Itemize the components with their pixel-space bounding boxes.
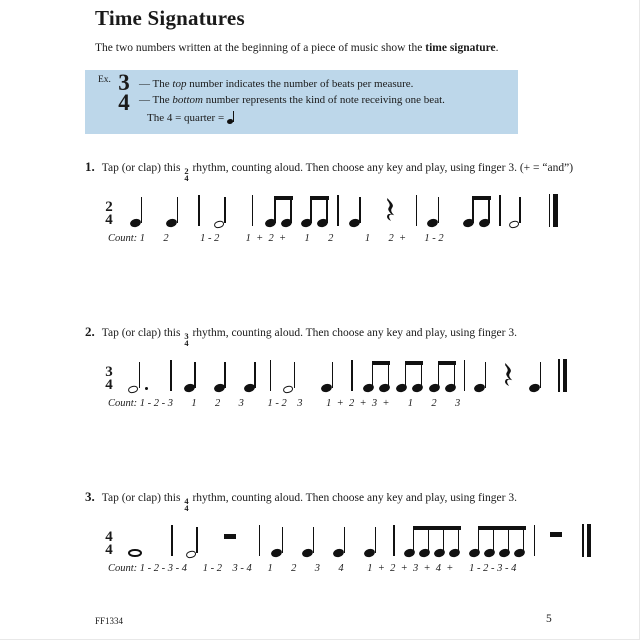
quarter-note [427,193,439,227]
page-number: 5 [546,613,552,625]
beamed-eighth-pair [265,193,293,227]
quarter-note [474,358,486,392]
count-values: 1 2 1 - 2 1 + 2 + 1 2 1 2 + 1 - 2 [139,233,444,244]
exercise-number: 2. [85,324,95,339]
bar-line [351,360,353,391]
instruction-post: rhythm, counting aloud. Then choose any key and play, using finger 3. [189,492,517,504]
instruction-pre: Tap (or clap) this [101,327,184,339]
catalog-number: FF1334 [95,616,124,626]
quarter-note [130,193,142,227]
count-values: 1 - 2 - 3 1 2 3 1 - 2 3 1 + 2 + 3 + 1 2 3 [139,398,461,409]
bar-line [393,525,395,556]
quarter-note [333,523,345,557]
exercise-1-heading [85,159,573,182]
intro-pre: The two numbers written at the beginning of a piece of music show the [95,42,426,54]
beamed-eighth-group [469,523,527,557]
rhythm-line-1 [100,191,558,227]
count-line-1 [108,233,444,244]
whole-rest [550,523,563,557]
quarter-note [302,523,314,557]
example-sig-top: 3 [118,70,130,95]
quarter-note [244,358,256,392]
rhythm-line-2 [100,356,567,392]
exercise-2-heading [85,324,517,347]
bar-line [259,525,261,556]
half-note [509,193,521,227]
bar-line [337,195,339,226]
quarter-note [271,523,283,557]
time-signature: 4 4 [105,529,113,558]
bar-line [252,195,254,226]
sig-top: 2 [184,166,189,176]
quarter-rest [385,198,396,223]
whole-note [128,523,143,557]
beamed-eighth-pair [396,358,424,392]
count-line-2 [108,398,460,409]
quarter-note [349,193,361,227]
dotted-half-note [128,358,144,392]
half-note [186,523,198,557]
half-note [214,193,226,227]
instruction-pre: Tap (or clap) this [101,162,184,174]
final-bar-line [549,194,558,227]
example-line-2 [139,94,445,106]
line3-pre: The 4 = quarter = [147,112,227,124]
example-label: Ex. [98,75,111,85]
line2-pre: — The [139,94,173,106]
example-sig-bottom: 4 [118,90,130,115]
exercise-number: 1. [85,159,95,174]
count-label: Count: [108,563,140,574]
instruction-pre: Tap (or clap) this [101,492,184,504]
quarter-note [529,358,541,392]
line1-italic: top [172,78,187,90]
final-bar-line [558,359,567,392]
intro-text [95,42,499,54]
sig-bottom: 4 [184,503,189,514]
beamed-eighth-pair [463,193,491,227]
quarter-note [321,358,333,392]
intro-post: . [495,42,499,54]
instruction-post: rhythm, counting aloud. Then choose any key and play, using finger 3. [189,327,517,339]
time-signature: 3 4 [105,364,113,393]
bar-line [416,195,418,226]
line1-pre: — The [139,78,173,90]
count-label: Count: [108,398,140,409]
sig-top: 4 [184,496,189,506]
bar-line [270,360,272,391]
bar-line [464,360,466,391]
beamed-eighth-pair [363,358,391,392]
quarter-note [184,358,196,392]
sig-bottom: 4 [184,338,189,349]
example-line-1 [139,78,413,90]
line2-italic: bottom [172,94,203,106]
half-rest [224,523,237,557]
quarter-note [214,358,226,392]
line1-post: number indicates the number of beats per measure. [186,78,414,90]
bar-line [534,525,536,556]
beamed-eighth-pair [429,358,457,392]
example-box [85,70,518,134]
half-note [283,358,295,392]
beamed-eighth-pair [301,193,329,227]
quarter-rest [503,363,514,388]
example-line-3 [147,110,236,124]
count-values: 1 - 2 - 3 - 4 1 - 2 3 - 4 1 2 3 4 1 + 2 + 3 + 4 + 1 - 2 - 3 - 4 [139,563,517,574]
rhythm-line-3 [100,521,591,557]
bar-line [170,360,172,391]
bar-line [198,195,200,226]
line2-post: number represents the kind of note receiving one beat. [202,94,445,106]
count-label: Count: [108,233,140,244]
beamed-eighth-group [404,523,462,557]
quarter-note [166,193,178,227]
final-bar-line [582,524,591,557]
count-line-3 [108,563,516,574]
quarter-note-icon [227,110,236,124]
sig-top: 3 [184,331,189,341]
bar-line [499,195,501,226]
instruction-post: rhythm, counting aloud. Then choose any key and play, using finger 3. (+ = “and”) [189,162,574,174]
exercise-3-heading [85,489,517,512]
sig-bottom: 4 [184,173,189,184]
quarter-note [364,523,376,557]
bar-line [171,525,173,556]
page-title: Time Signatures [95,6,245,30]
time-signature: 2 4 [105,199,113,228]
exercise-number: 3. [85,489,95,504]
intro-bold-term: time signature [425,42,496,54]
